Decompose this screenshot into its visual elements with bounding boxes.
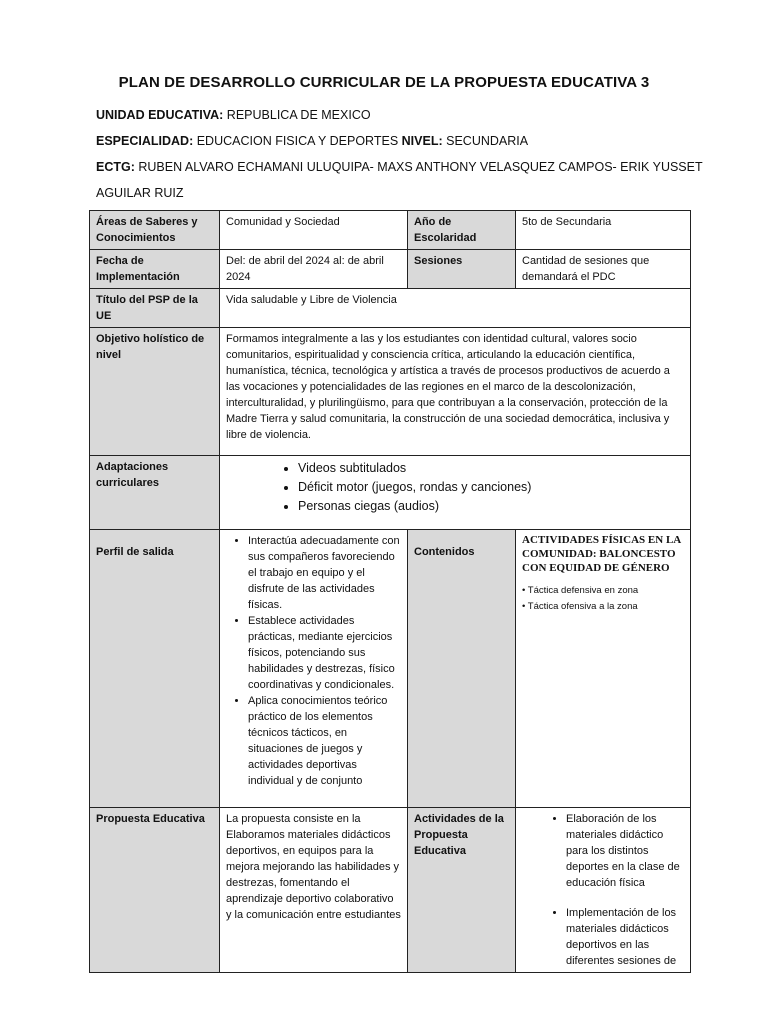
areas-label: Áreas de Saberes y Conocimientos — [90, 211, 220, 250]
anio-value: 5to de Secundaria — [516, 211, 691, 250]
actividades-list — [522, 811, 684, 969]
psp-label: Título del PSP de la UE — [90, 289, 220, 328]
sesiones-label: Sesiones — [408, 250, 516, 289]
fecha-value: Del: de abril del 2024 al: de abril 2024 — [220, 250, 408, 289]
perfil-cell — [220, 530, 408, 808]
ectg-line — [96, 160, 703, 174]
row-areas — [90, 211, 691, 250]
curriculum-table — [89, 210, 691, 973]
especialidad-line — [96, 134, 528, 148]
actividades-label: Actividades de la Propuesta Educativa — [408, 808, 516, 973]
adaptaciones-cell — [220, 456, 691, 530]
ectg-value-2: AGUILAR RUIZ — [96, 186, 184, 200]
list-item: • Videos subtitulados — [298, 459, 684, 478]
ectg-line-2 — [96, 186, 184, 200]
list-item: • Personas ciegas (audios) — [298, 497, 684, 516]
row-perfil — [90, 530, 691, 808]
propuesta-label: Propuesta Educativa — [90, 808, 220, 973]
objetivo-label: Objetivo holístico de nivel — [90, 328, 220, 456]
adaptaciones-list — [226, 459, 684, 516]
list-item: • Implementación de los materiales didácticos deportivos en las diferentes sesiones de — [566, 905, 684, 969]
especialidad-label: ESPECIALIDAD: — [96, 134, 194, 148]
list-item: • Elaboración de los materiales didáctico para los distintos deportes en la clase de educación física — [566, 811, 684, 891]
contenidos-item: • Táctica ofensiva a la zona — [522, 601, 638, 612]
ectg-label: ECTG: — [96, 160, 135, 174]
nivel-label: NIVEL: — [401, 134, 443, 148]
row-propuesta — [90, 808, 691, 973]
contenidos-cell — [516, 530, 691, 808]
list-item: • Aplica conocimientos teórico práctico de los elementos técnicos tácticos, en situaciones de juegos y actividades deportivas individual y de conjunto — [248, 693, 401, 789]
unidad-value: REPUBLICA DE MEXICO — [226, 108, 371, 122]
row-fecha — [90, 250, 691, 289]
row-adaptaciones — [90, 456, 691, 530]
adaptaciones-label: Adaptaciones curriculares — [90, 456, 220, 530]
perfil-label: Perfil de salida — [90, 530, 220, 808]
fecha-label: Fecha de Implementación — [90, 250, 220, 289]
contenidos-item: • Táctica defensiva en zona — [522, 585, 639, 596]
sesiones-value: Cantidad de sesiones que demandará el PDC — [516, 250, 691, 289]
list-item: • Déficit motor (juegos, rondas y canciones) — [298, 478, 684, 497]
perfil-list — [226, 533, 401, 789]
anio-label: Año de Escolaridad — [408, 211, 516, 250]
objetivo-value: Formamos integralmente a las y los estudiantes con identidad cultural, valores socio comunitarios, espiritualidad y consciencia crítica, articulando la educación científica, humanística, técnica, tecnológica y artística a través de procesos productivos de acuerdo a las vocaciones y potencialidades de las regiones en el marco de la descolonización, interculturalidad, y plurilingüismo, para que contribuyan a la conservación, protección de la Madre Tierra y salud comunitaria, la construcción de una sociedad democrática, inclusiva y libre de violencia. — [220, 328, 691, 456]
psp-value: Vida saludable y Libre de Violencia — [220, 289, 691, 328]
row-objetivo — [90, 328, 691, 456]
document-title: PLAN DE DESARROLLO CURRICULAR DE LA PROPUESTA EDUCATIVA 3 — [118, 74, 650, 91]
nivel-value: SECUNDARIA — [446, 134, 529, 148]
unidad-label: UNIDAD EDUCATIVA: — [96, 108, 224, 122]
propuesta-value: La propuesta consiste en la Elaboramos materiales didácticos deportivos, en equipos para la mejora mejorando las habilidades y destrezas, fomentando el aprendizaje deportivo colaborativo y la comunicación entre estudiantes — [220, 808, 408, 973]
contenidos-label: Contenidos — [408, 530, 516, 808]
list-item: • Interactúa adecuadamente con sus compañeros favoreciendo el trabajo en equipo y el disfrute de las actividades físicas. — [248, 533, 401, 613]
row-psp — [90, 289, 691, 328]
list-item: • Establece actividades prácticas, mediante ejercicios físicos, potenciando sus habilidades y destrezas, físico coordinativas y condicionales. — [248, 613, 401, 693]
unidad-line — [96, 108, 371, 122]
actividades-cell — [516, 808, 691, 973]
especialidad-value: EDUCACION FISICA Y DEPORTES — [196, 134, 399, 148]
ectg-value-1: RUBEN ALVARO ECHAMANI ULUQUIPA- MAXS ANTHONY VELASQUEZ CAMPOS- ERIK YUSSET — [138, 160, 703, 174]
contenidos-title: ACTIVIDADES FÍSICAS EN LA COMUNIDAD: BALONCESTO CON EQUIDAD DE GÉNERO — [522, 534, 681, 574]
areas-value: Comunidad y Sociedad — [220, 211, 408, 250]
